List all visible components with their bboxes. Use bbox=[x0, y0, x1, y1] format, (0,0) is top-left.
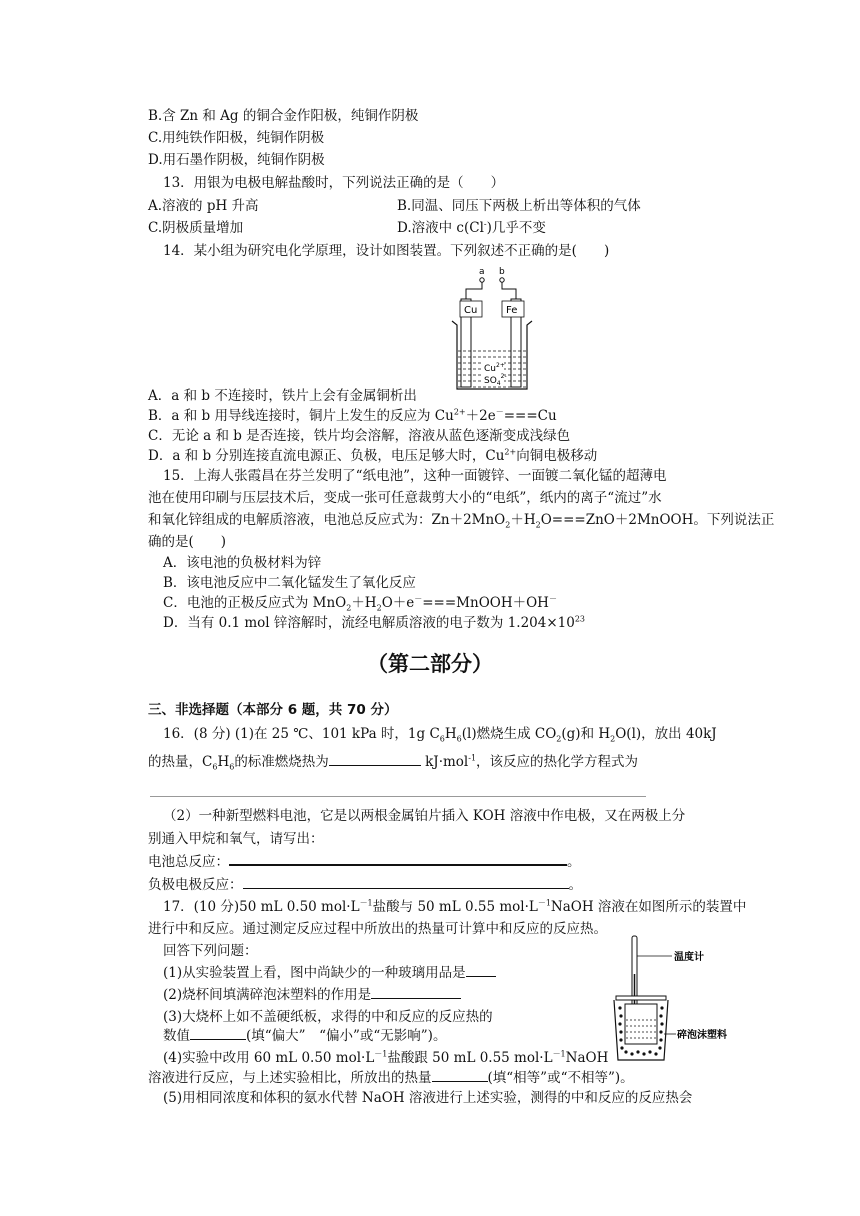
q14-terminal-a-label: a bbox=[479, 267, 485, 277]
q14-ion-cu: $Cu^{2+}$ bbox=[484, 362, 505, 374]
q12-option-c: C.用纯铁作阳极，纯铜作阴极 bbox=[148, 130, 325, 146]
q17-sub4-blank[interactable] bbox=[432, 1081, 488, 1082]
inner-beaker bbox=[625, 1004, 657, 1044]
q17-sub4b: 溶液进行反应，与上述实验相比，所放出的热量 (填“相等”或“不相等”)。 bbox=[148, 1070, 634, 1086]
q15-option-d: D．当有 0.1 mol 锌溶解时，流经电解质溶液的电子数为 $1.204\times 10^{23}$ bbox=[163, 614, 586, 631]
q16-negative-electrode: 负极电极反应： 。 bbox=[148, 877, 582, 893]
q17-line3: 回答下列问题： bbox=[163, 943, 258, 959]
q17-sub3b: 数值 (填“偏大” “偏小”或“无影响”)。 bbox=[163, 1028, 447, 1044]
q14-option-b: B．a 和 b 用导线连接时，铜片上发生的反应为 $Cu^{2+}+2e^-===Cu$ bbox=[148, 407, 557, 424]
q15-line2: 池在使用印刷与压层技术后，变成一张可任意裁剪大小的“电纸”，纸内的离子“流过”水 bbox=[148, 490, 662, 506]
q17-sub1: (1)从实验装置上看，图中尚缺少的一种玻璃用品是 bbox=[163, 963, 496, 983]
q16-combustion-heat-blank[interactable] bbox=[329, 765, 421, 766]
q12-option-b: B.含 Zn 和 Ag 的铜合金作阳极，纯铜作阴极 bbox=[148, 108, 419, 124]
q13-row2 bbox=[148, 218, 768, 238]
q16-total-reaction: 电池总反应： 。 bbox=[148, 854, 581, 870]
q17-sub2-blank[interactable] bbox=[371, 998, 461, 999]
q15-option-c: C．电池的正极反应式为 $MnO_2+H_2O+e^-===MnOOH+OH^-$ bbox=[163, 594, 557, 613]
q17-sub3-blank[interactable] bbox=[190, 1039, 246, 1040]
q16-line1: 16．(8 分) (1)在 25 ℃、101 kPa 时，1g $C_6H_6(l)$燃烧生成 $CO_2(g)$和 $H_2O(l)$，放出 40kJ bbox=[163, 726, 717, 744]
q15-option-b: B．该电池反应中二氧化锰发生了氧化反应 bbox=[163, 575, 416, 591]
q14-option-a: A．a 和 b 不连接时，铁片上会有金属铜析出 bbox=[148, 388, 417, 404]
q14-option-c: C．无论 a 和 b 是否连接，铁片均会溶解，溶液从蓝色逐渐变成浅绿色 bbox=[148, 428, 571, 444]
q14-electrolysis-figure bbox=[448, 265, 534, 395]
q13-option-d: D.溶液中 c(Cl-)几乎不变 bbox=[397, 219, 546, 236]
q15-line3: 和氧化锌组成的电解质溶液，电池总反应式为：$Zn+2MnO_2+H_2O===ZnO+2MnOOH$。下列说法正 bbox=[148, 512, 775, 530]
q13-row1 bbox=[148, 196, 768, 216]
q13-option-b: B.同温、同压下两极上析出等体积的气体 bbox=[397, 198, 641, 214]
q16-total-reaction-blank[interactable] bbox=[229, 864, 567, 866]
q17-line1: 17．(10 分)50 mL 0.50 $mol\cdot L^{-1}$盐酸与 50 mL 0.55 $mol\cdot L^{-1}NaOH$ 溶液在如图所示的装置中 bbox=[163, 898, 747, 915]
q14-cu-label: Cu bbox=[464, 305, 478, 316]
q14-ion-so4: $SO_4^{2-}$ bbox=[484, 373, 507, 387]
q15-line4: 确的是( ) bbox=[148, 534, 227, 550]
section-heading: 三、非选择题（本部分 6 题，共 70 分） bbox=[148, 702, 398, 718]
thermometer-label: 温度计 bbox=[674, 952, 704, 963]
q16-negative-electrode-blank[interactable] bbox=[243, 888, 569, 889]
part2-title: （第二部分） bbox=[367, 652, 493, 676]
q14-stem: 14．某小组为研究电化学原理，设计如图装置。下列叙述不正确的是( ) bbox=[163, 243, 610, 259]
q14-fe-label: Fe bbox=[506, 305, 518, 316]
q16-part2-line1: （2）一种新型燃料电池，它是以两根金属铂片插入 KOH 溶液中作电极，又在两极上分 bbox=[163, 808, 686, 824]
q17-line2: 进行中和反应。通过测定反应过程中所放出的热量可计算中和反应的反应热。 bbox=[148, 921, 607, 937]
q16-equation-blank[interactable] bbox=[150, 796, 646, 797]
q17-calorimeter-figure bbox=[606, 934, 776, 1066]
q13-option-c: C.阴极质量增加 bbox=[148, 220, 244, 236]
q15-option-a: A．该电池的负极材料为锌 bbox=[163, 555, 322, 571]
q13-stem: 13．用银为电极电解盐酸时，下列说法正确的是（ ） bbox=[163, 175, 505, 191]
q14-option-d: D．a 和 b 分别连接直流电源正、负极，电压足够大时，$Cu^{2+}$向铜电极移动 bbox=[148, 447, 598, 464]
q17-sub2: (2)烧杯间填满碎泡沫塑料的作用是 bbox=[163, 985, 461, 1005]
q13-option-a: A.溶液的 pH 升高 bbox=[148, 198, 259, 214]
q15-line1: 15．上海人张霞昌在芬兰发明了“纸电池”，这种一面镀锌、一面镀二氧化锰的超薄电 bbox=[163, 468, 667, 484]
q12-option-d: D.用石墨作阴极，纯铜作阴极 bbox=[148, 152, 325, 168]
q17-sub5: (5)用相同浓度和体积的氨水代替 NaOH 溶液进行上述实验，测得的中和反应的反应热会 bbox=[163, 1090, 693, 1106]
q14-terminal-b-label: b bbox=[499, 267, 505, 277]
q17-sub1-blank[interactable] bbox=[466, 976, 496, 977]
q16-line2: 的热量，$C_6H_6$的标准燃烧热为 kJ·mol$^{-1}$，该反应的热化学方程式为 bbox=[148, 753, 639, 772]
q17-sub4a: (4)实验中改用 60 mL 0.50 $mol\cdot L^{-1}$盐酸跟 50 mL 0.55 $mol\cdot L^{-1}NaOH$ bbox=[163, 1049, 609, 1066]
q16-part2-line2: 别通入甲烷和氧气，请写出： bbox=[148, 831, 324, 847]
q17-sub3a: (3)大烧杯上如不盖硬纸板，求得的中和反应的反应热的 bbox=[163, 1009, 493, 1025]
foam-label: 碎泡沫塑料 bbox=[677, 1030, 727, 1041]
